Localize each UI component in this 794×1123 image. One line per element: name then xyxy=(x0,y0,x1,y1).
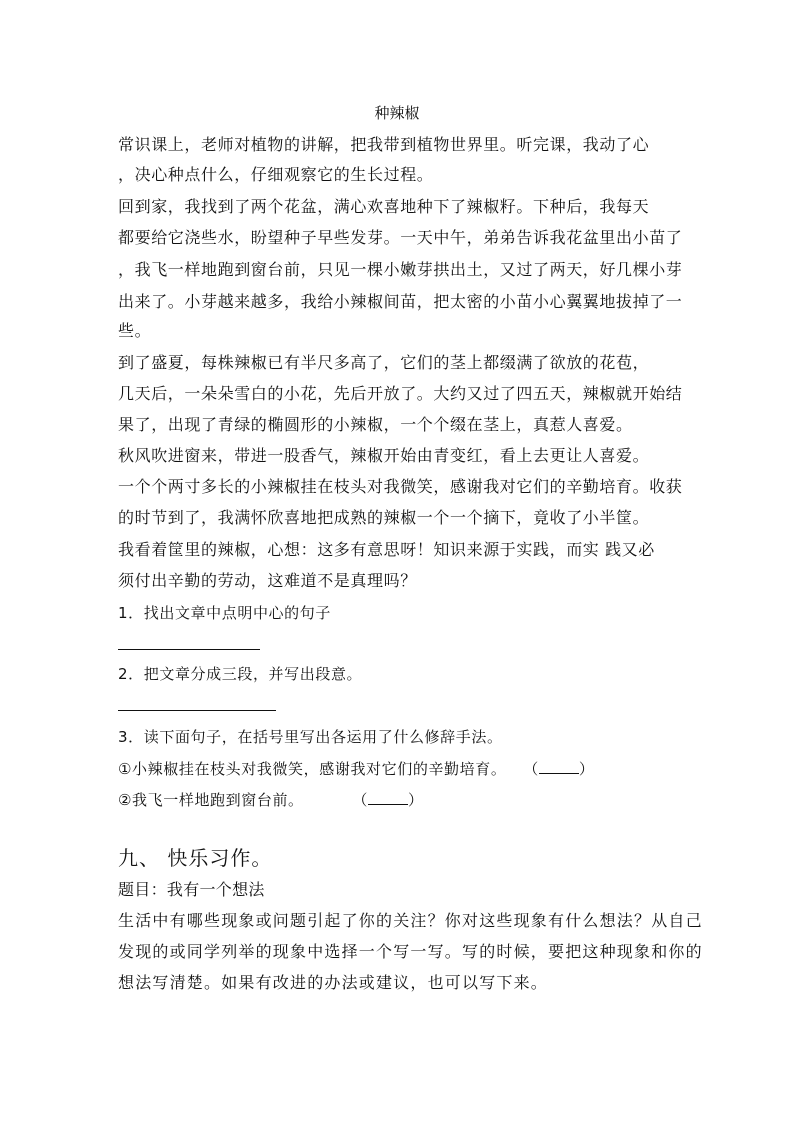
writing-topic: 题目：我有一个想法 xyxy=(118,880,265,899)
question-3a xyxy=(118,759,594,779)
passage-line: 出来了。小芽越来越多，我给小辣椒间苗，把太密的小苗小心翼翼地拔掉了一 xyxy=(118,292,683,311)
question-3b-text: ②我飞一样地跑到窗台前。 xyxy=(118,791,304,809)
answer-blank-3a[interactable] xyxy=(539,759,579,774)
passage-line: 几天后，一朵朵雪白的小花，先后开放了。大约又过了四五天，辣椒就开始结 xyxy=(118,384,683,403)
answer-blank-3b[interactable] xyxy=(368,790,408,805)
passage-line: 些。 xyxy=(118,321,152,340)
writing-line: 生活中有哪些现象或问题引起了你的关注？你对这些现象有什么想法？从自己 xyxy=(118,911,703,930)
passage-line: 常识课上，老师对植物的讲解，把我带到植物世界里。听完课，我动了心 xyxy=(118,135,650,154)
passage-line: 都要给它浇些水，盼望种子早些发芽。一天中午，弟弟告诉我花盆里出小苗了 xyxy=(118,228,683,247)
passage-line: 须付出辛勤的劳动，这难道不是真理吗？ xyxy=(118,571,417,590)
question-3a-text: ①小辣椒挂在枝头对我微笑，感谢我对它们的辛勤培育。 xyxy=(118,760,507,778)
section-heading: 九、 快乐习作。 xyxy=(118,846,273,870)
answer-line-2[interactable] xyxy=(118,710,276,711)
question-2: 2．把文章分成三段，并写出段意。 xyxy=(118,665,363,683)
writing-line: 发现的或同学列举的现象中选择一个写一写。写的时候，要把这种现象和你的 xyxy=(118,942,703,961)
paren-open: （ xyxy=(523,760,539,778)
passage-line: ，我飞一样地跑到窗台前，只见一棵小嫩芽拱出土，又过了两天，好几棵小芽 xyxy=(118,260,683,279)
question-3: 3．读下面句子，在括号里写出各运用了什么修辞手法。 xyxy=(118,728,503,746)
passage-line: ，决心种点什么，仔细观察它的生长过程。 xyxy=(118,165,434,184)
paren-close: ） xyxy=(408,791,424,809)
paren-open: （ xyxy=(352,791,369,809)
passage-line: 一个个两寸多长的小辣椒挂在枝头对我微笑，感谢我对它们的辛勤培育。收获 xyxy=(118,477,683,496)
passage-line: 秋风吹进窗来，带进一股香气，辣椒开始由青变红，看上去更让人喜爱。 xyxy=(118,446,650,465)
passage-line: 我看着筐里的辣椒，心想：这多有意思呀！知识来源于实践，而实 践又必 xyxy=(118,540,655,559)
paren-close: ） xyxy=(578,760,595,778)
question-3b xyxy=(118,790,424,810)
writing-line: 想法写清楚。如果有改进的办法或建议，也可以写下来。 xyxy=(118,973,549,992)
passage-line: 的时节到了，我满怀欣喜地把成熟的辣椒一个一个摘下，竟收了小半筐。 xyxy=(118,508,650,527)
passage-title: 种辣椒 xyxy=(374,104,420,122)
passage-line: 回到家，我找到了两个花盆，满心欢喜地种下了辣椒籽。下种后，我每天 xyxy=(118,197,650,216)
answer-line-1[interactable] xyxy=(118,649,260,650)
passage-line: 到了盛夏，每株辣椒已有半尺多高了，它们的茎上都缀满了欲放的花苞， xyxy=(118,353,650,372)
question-1: 1．找出文章中点明中心的句子 xyxy=(118,604,331,622)
passage-line: 果了，出现了青绿的椭圆形的小辣椒，一个个缀在茎上，真惹人喜爱。 xyxy=(118,415,633,434)
